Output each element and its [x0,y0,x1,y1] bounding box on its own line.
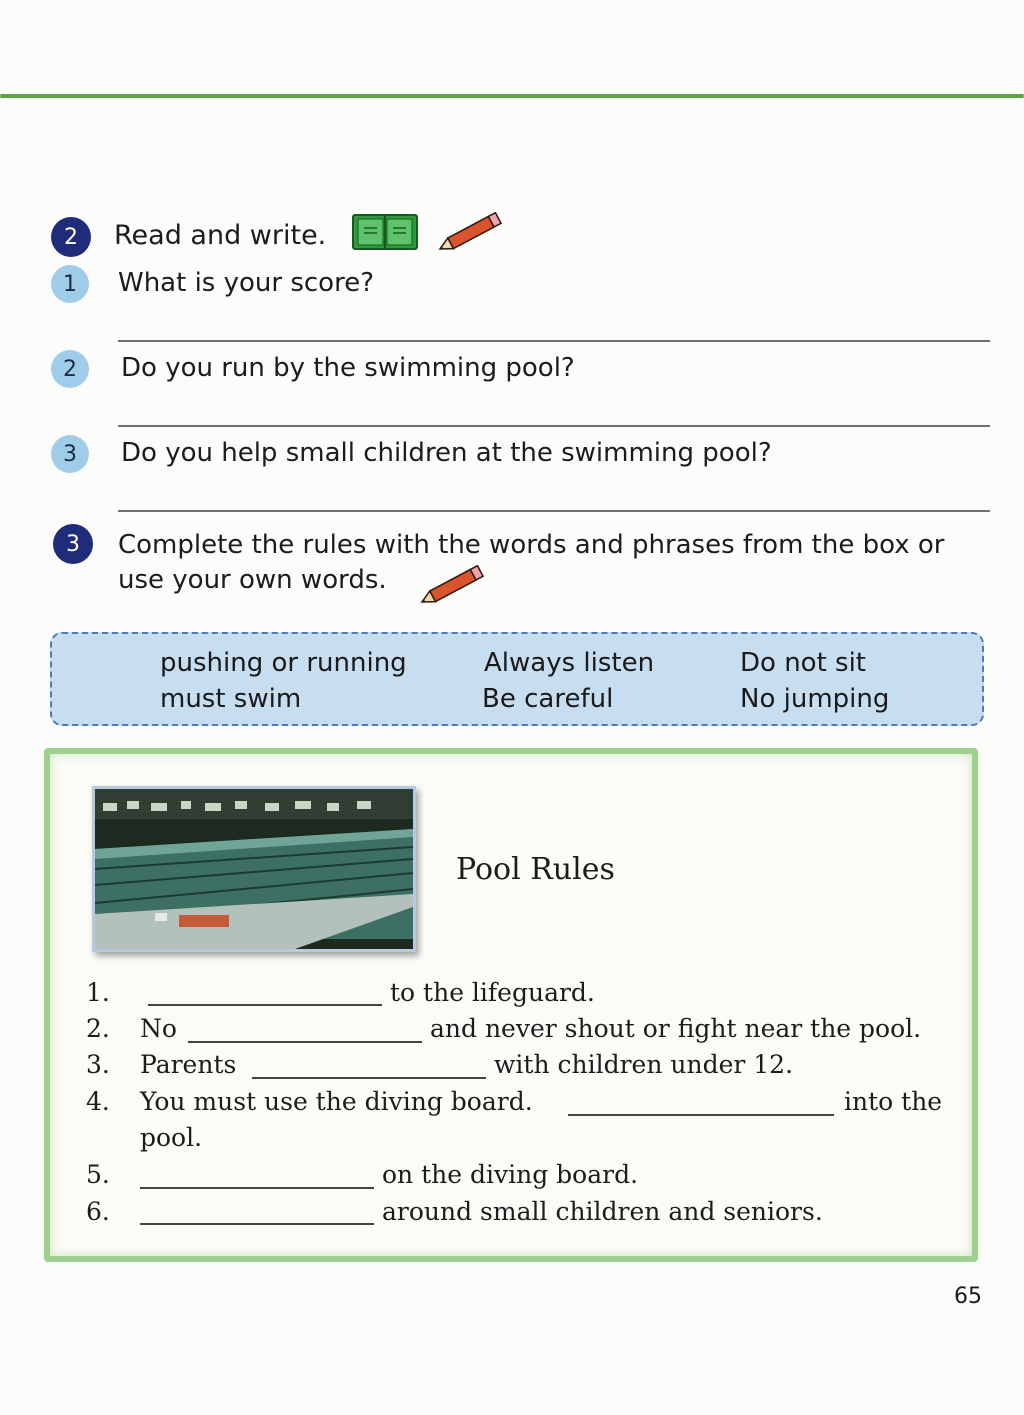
question-2-number: 2 [63,356,77,382]
rule-4-blank[interactable] [568,1114,834,1116]
answer-line-2[interactable] [118,425,990,427]
question-2-badge [51,350,89,388]
instruction-line-1: Complete the rules with the words and phrases from the box or [118,530,945,560]
page-number: 65 [954,1284,982,1309]
pool-rules-title: Pool Rules [456,852,615,887]
pencil-icon [416,565,488,607]
instruction-line-2: use your own words. [118,565,387,595]
rule-2-number: 2. [86,1014,110,1043]
question-2-text: Do you run by the swimming pool? [121,353,575,383]
rule-3-text: with children under 12. [494,1050,794,1079]
section-3-badge [53,524,93,564]
rule-1-text: to the lifeguard. [390,978,595,1007]
question-1-number: 1 [63,271,77,297]
word-box [50,632,984,726]
pool-illustration [95,789,413,949]
word-option: Do not sit [740,648,867,678]
section-3-instruction [118,528,998,598]
rule-2-prefix: No [140,1014,177,1043]
answer-line-3[interactable] [118,510,990,512]
rule-6-number: 6. [86,1197,110,1226]
top-divider [0,94,1024,98]
rule-3-prefix: Parents [140,1050,237,1079]
section-2-title: Read and write. [114,220,327,251]
section-3-number: 3 [66,531,80,557]
rule-1-blank[interactable] [148,1004,382,1006]
rule-6-blank[interactable] [140,1223,374,1225]
pool-photo [92,786,416,952]
question-1-text: What is your score? [118,268,375,298]
book-icon [352,214,418,250]
word-option: pushing or running [160,648,407,678]
rule-3-blank[interactable] [252,1077,486,1079]
word-option: Be careful [482,684,614,714]
rule-4-number: 4. [86,1087,110,1116]
word-option: must swim [160,684,302,714]
question-3-badge [51,435,89,473]
rule-4-text: into the [844,1087,943,1116]
rule-2-text: and never shout or fight near the pool. [430,1014,922,1043]
rule-5-blank[interactable] [140,1187,374,1189]
rule-5-text: on the diving board. [382,1160,639,1189]
question-1-badge [51,265,89,303]
word-option: Always listen [484,648,655,678]
word-option: No jumping [740,684,890,714]
section-2-number: 2 [64,224,78,250]
question-3-number: 3 [63,441,77,467]
rule-6-text: around small children and seniors. [382,1197,823,1226]
rule-3-number: 3. [86,1050,110,1079]
answer-line-1[interactable] [118,340,990,342]
rule-4-continuation: pool. [140,1123,203,1152]
rule-5-number: 5. [86,1160,110,1189]
section-2-badge [51,217,91,257]
rule-1-number: 1. [86,978,110,1007]
rule-2-blank[interactable] [188,1041,422,1043]
pencil-icon [434,212,506,254]
rule-4-prefix: You must use the diving board. [140,1087,533,1116]
question-3-text: Do you help small children at the swimming pool? [121,438,772,468]
